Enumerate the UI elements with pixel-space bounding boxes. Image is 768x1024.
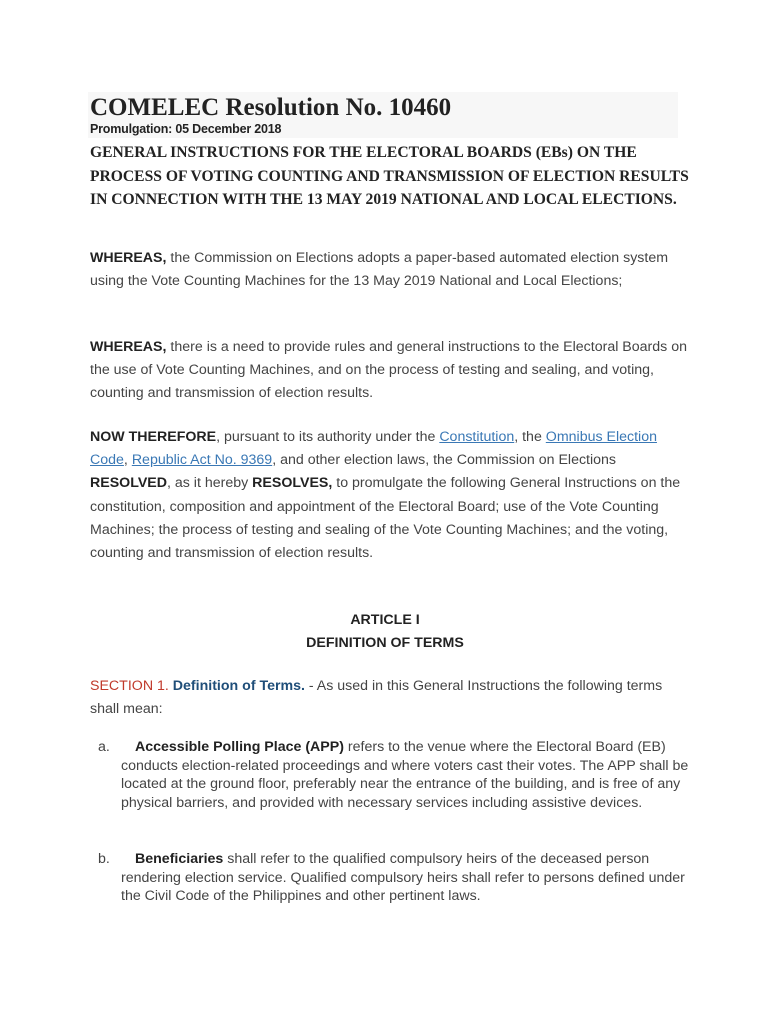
definition-term: Beneficiaries [135, 851, 224, 867]
list-marker: a. [98, 739, 110, 755]
definition-text: shall refer to the qualified compulsory heirs of the deceased person rendering election service. Qualified compulsory heirs shall refer to persons defined under the Civil Code of the Philippines and other pertinent laws. [121, 851, 685, 905]
resolved-text: RESOLVED [90, 475, 167, 492]
section-1 [90, 675, 690, 721]
definition-item [90, 738, 690, 813]
definition-item [90, 850, 690, 906]
whereas-lead: WHEREAS, [90, 339, 167, 355]
promulgation-date: Promulgation: 05 December 2018 [90, 122, 282, 136]
resolves-text: RESOLVES, [252, 475, 333, 492]
resolution-subtitle: GENERAL INSTRUCTIONS FOR THE ELECTORAL BOARDS (EBs) ON THE PROCESS OF VOTING COUNTING AND TRANSMISSION OF ELECTION RESULTS IN CONNECTION WITH THE 13 MAY 2019 NATIONAL AND LOCAL ELECTIONS. [90, 144, 689, 208]
whereas-paragraph-1 [90, 247, 690, 293]
whereas-paragraph-2 [90, 336, 690, 406]
article-title: DEFINITION OF TERMS [306, 635, 464, 651]
omnibus-election-code-link[interactable]: Omnibus Election Code [90, 429, 657, 469]
definition-term: Accessible Polling Place (APP) [135, 739, 344, 755]
resolution-title: COMELEC Resolution No. 10460 [90, 94, 452, 121]
article-number: ARTICLE I [350, 612, 420, 628]
section-title: Definition of Terms. [172, 678, 305, 694]
republic-act-9369-link[interactable]: Republic Act No. 9369 [131, 452, 273, 469]
whereas-lead: WHEREAS, [90, 250, 167, 266]
definition-text: refers to the venue where the Electoral Board (EB) conducts election-related proceedings and where voters cast their votes. The APP shall be located at the ground floor, preferably near the entrance of the building, and is free of any physical barriers, and provided with necessary services including assistive devices. [121, 739, 689, 812]
whereas-text: there is a need to provide rules and general instructions to the Electoral Boards on the use of Vote Counting Machines, and on the process of testing and sealing, and voting, counting and transmission of election results. [90, 339, 687, 402]
now-therefore-paragraph: NOW THEREFORE, pursuant to its authority under the Constitution, the Omnibus Election Code, Republic Act No. 9369, and other election laws, the Commission on Elections RESOLVED, as it hereby RESOLVES, to promulgate the following General Instructions on the constitution, composition and appointment of the Electoral Board; use of the Vote Counting Machines; the process of testing and sealing of the Vote Counting Machines; and the voting, counting and transmission of election results. [90, 429, 681, 562]
section-number: SECTION 1. [90, 678, 169, 694]
list-marker: b. [98, 851, 110, 867]
now-therefore-lead: NOW THEREFORE [90, 429, 217, 445]
whereas-text: the Commission on Elections adopts a paper-based automated election system using the Vote Counting Machines for the 13 May 2019 National and Local Elections; [90, 250, 669, 290]
section-text: - As used in this General Instructions the following terms shall mean: [90, 678, 663, 718]
constitution-link[interactable]: Constitution [439, 429, 515, 445]
